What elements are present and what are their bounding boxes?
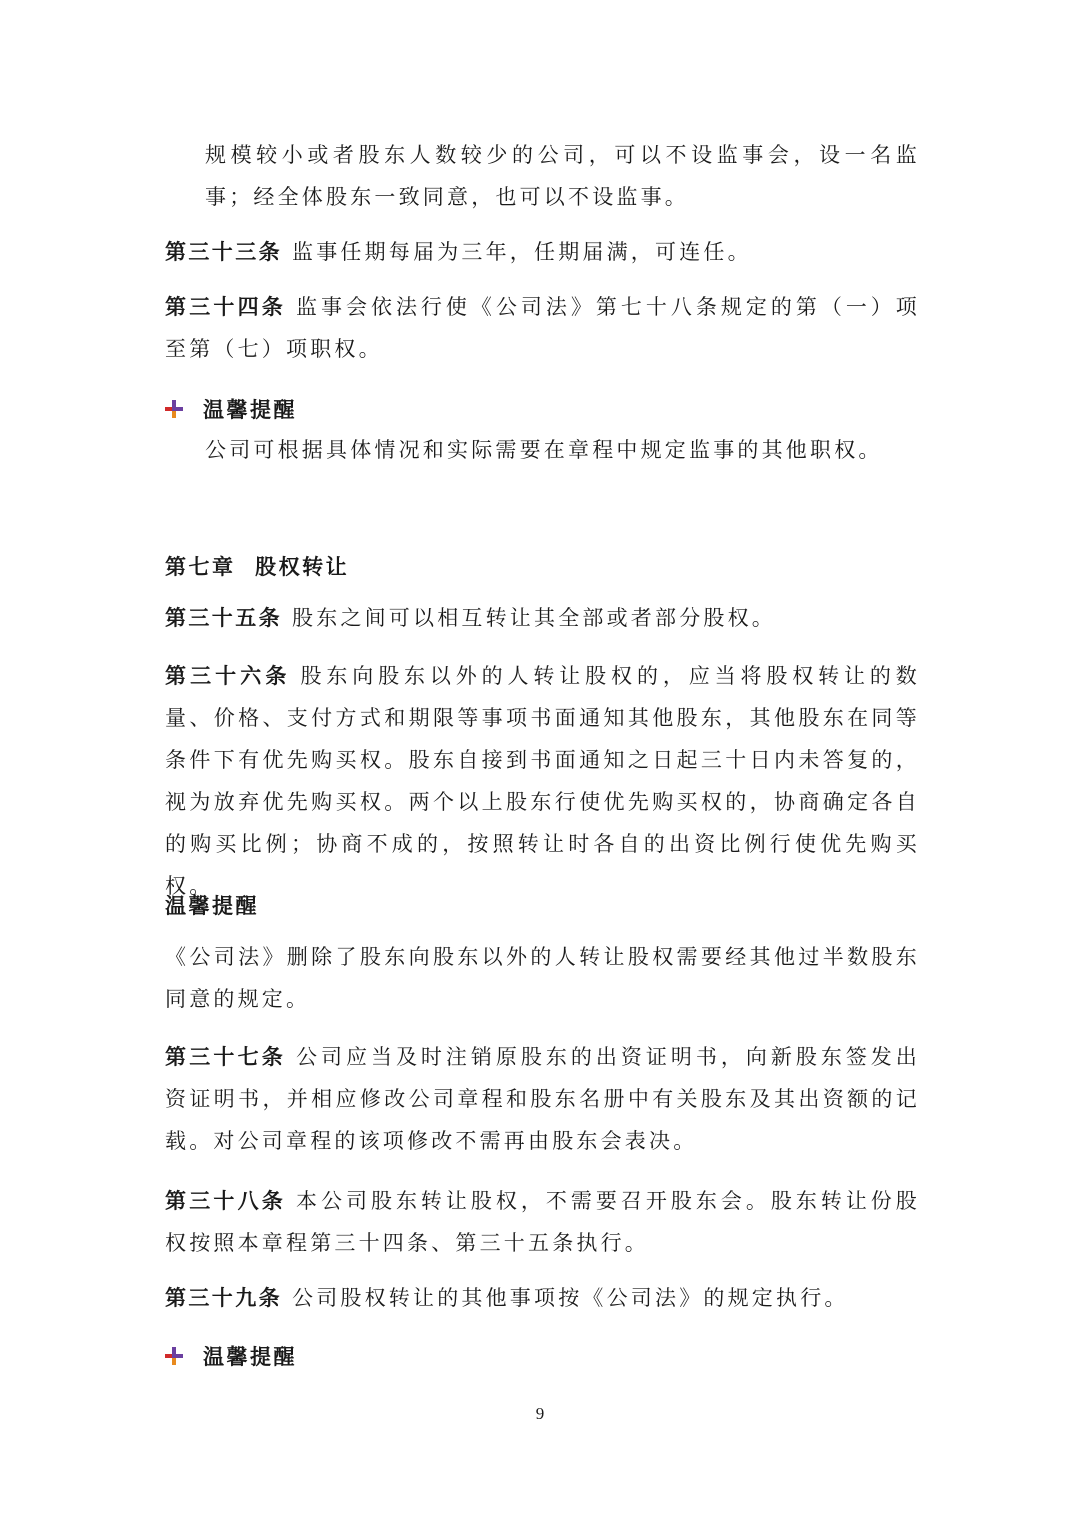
article-label: 第三十四条 [165,295,286,319]
article-label: 第三十三条 [165,240,282,264]
notice-2-text [165,936,920,1020]
notice-3 [165,1341,297,1371]
plus-bullet-icon [165,1346,183,1366]
article-38 [165,1180,920,1264]
chapter-heading [165,551,349,581]
page-number: 9 [535,1404,545,1423]
article-label: 第三十五条 [165,606,282,630]
notice-1-text [205,429,920,471]
article-text: 股东之间可以相互转让其全部或者部分股权。 [292,606,776,630]
notice-text: 《公司法》删除了股东向股东以外的人转让股权需要经其他过半数股东同意的规定。 [165,945,920,1011]
article-33 [165,231,920,273]
article-35 [165,597,920,639]
article-label: 第三十八条 [165,1189,286,1213]
article-text: 本公司股东转让股权，不需要召开股东会。股东转让份股权按照本章程第三十四条、第三十五条执行。 [165,1189,921,1255]
plus-bullet-icon [165,399,183,419]
article-39 [165,1277,920,1319]
article-text: 股东向股东以外的人转让股权的，应当将股权转让的数量、价格、支付方式和期限等事项书面通知其他股东，其他股东在同等条件下有优先购买权。股东自接到书面通知之日起三十日内未答复的，视为放弃优先购买权。两个以上股东行使优先购买权的，协商确定各自的购买比例；协商不成的，按照转让时各自的出资比例行使优先购买权。 [165,664,920,898]
article-text: 监事任期每届为三年，任期届满，可连任。 [292,240,752,264]
notice-title: 温馨提醒 [203,398,297,422]
paragraph-supervisor-optional [205,134,920,218]
article-37 [165,1036,920,1162]
article-36 [165,655,920,907]
chapter-title: 第七章 股权转让 [165,555,350,579]
notice-title: 温馨提醒 [165,894,259,918]
article-label: 第三十六条 [165,664,291,688]
article-label: 第三十七条 [165,1045,286,1069]
paragraph-text: 规模较小或者股东人数较少的公司，可以不设监事会，设一名监事；经全体股东一致同意，也可以不设监事。 [205,143,920,209]
notice-2-title [165,890,259,920]
notice-title: 温馨提醒 [203,1345,297,1369]
article-text: 公司股权转让的其他事项按《公司法》的规定执行。 [292,1286,849,1310]
notice-text: 公司可根据具体情况和实际需要在章程中规定监事的其他职权。 [205,438,883,462]
article-label: 第三十九条 [165,1286,282,1310]
article-text: 监事会依法行使《公司法》第七十八条规定的第（一）项至第（七）项职权。 [165,295,921,361]
article-34 [165,286,920,370]
article-text: 公司应当及时注销原股东的出资证明书，向新股东签发出资证明书，并相应修改公司章程和股东名册中有关股东及其出资额的记载。对公司章程的该项修改不需再由股东会表决。 [165,1045,921,1153]
notice-1 [165,394,297,424]
